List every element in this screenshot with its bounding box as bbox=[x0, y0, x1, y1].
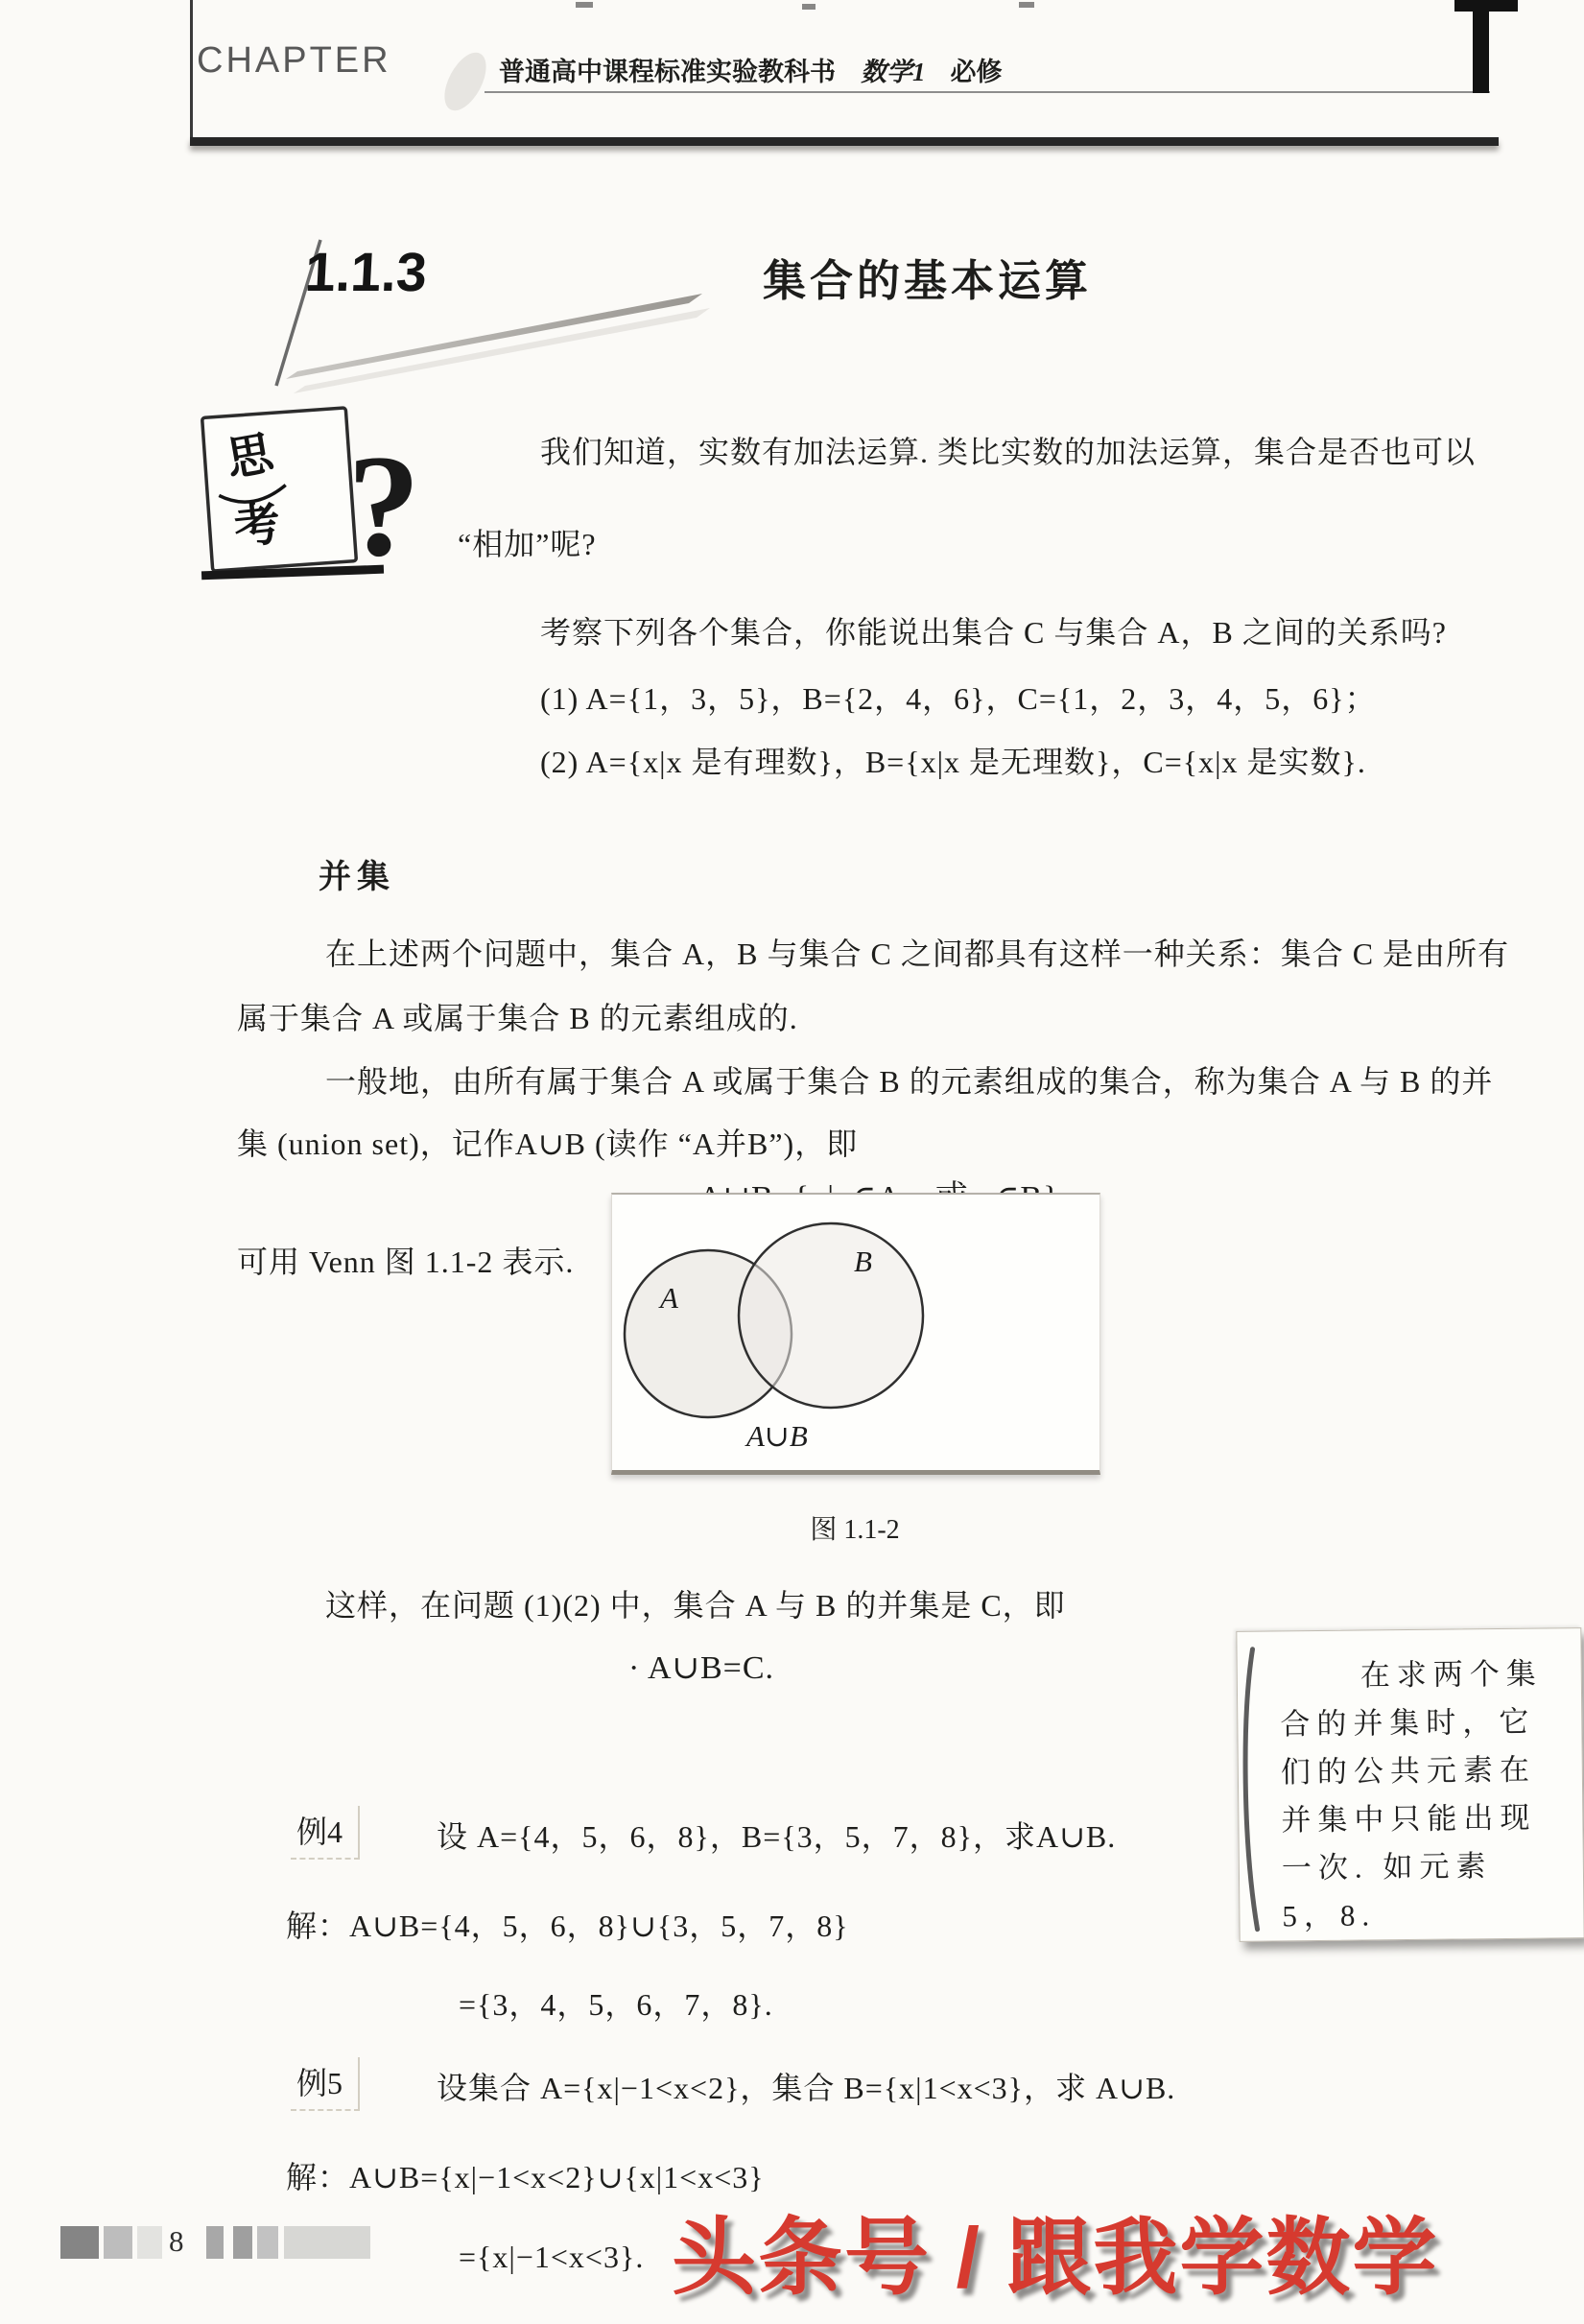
emblem-streak-shadow bbox=[294, 308, 710, 393]
problem-item-1: (1) A={1，3，5}，B={2，4，6}，C={1，2，3，4，5，6}； bbox=[540, 681, 1377, 716]
footer-mark bbox=[257, 2226, 278, 2259]
watermark-text: 头条号 / 跟我学数学 bbox=[672, 2210, 1439, 2305]
venn-union-label: A∪B bbox=[746, 1419, 808, 1453]
corner-bar-icon bbox=[1473, 0, 1489, 93]
problem-item-2: (2) A={x|x 是有理数}，B={x|x 是无理数}，C={x|x 是实数}. bbox=[540, 745, 1366, 779]
scan-artifact bbox=[802, 4, 816, 10]
union-result-formula: · A∪B=C. bbox=[628, 1650, 775, 1686]
union-paragraph2-line1: 一般地，由所有属于集合 A 或属于集合 B 的元素组成的集合，称为集合 A 与 B 的并 bbox=[325, 1064, 1494, 1099]
venn-diagram bbox=[612, 1195, 1099, 1470]
example5-label: 例5 bbox=[291, 2057, 360, 2111]
think-paragraph-line2: “相加”呢? bbox=[458, 527, 597, 561]
union-paragraph2-line2: 集 (union set)，记作A∪B (读作 “A并B”)，即 bbox=[237, 1126, 859, 1161]
page-title: 集合的基本运算 bbox=[763, 257, 1093, 305]
think-char-si: 思 bbox=[223, 428, 277, 486]
margin-note-line: 一次. 如元素 bbox=[1281, 1849, 1493, 1885]
margin-note-text bbox=[1280, 1649, 1571, 1940]
header-left-rule bbox=[190, 0, 193, 144]
think-char-kao: 考 bbox=[231, 498, 283, 555]
think-icon bbox=[192, 401, 470, 593]
footer-mark bbox=[137, 2226, 162, 2259]
after-figure-text: 这样，在问题 (1)(2) 中，集合 A 与 B 的并集是 C，即 bbox=[325, 1588, 1066, 1623]
section-number: 1.1.3 bbox=[303, 242, 429, 303]
scan-smudge bbox=[436, 46, 494, 117]
book-title bbox=[499, 51, 1003, 88]
header-thick-rule bbox=[190, 137, 1499, 146]
footer-mark bbox=[60, 2226, 99, 2259]
example5-statement: 设集合 A={x|−1<x<2}，集合 B={x|1<x<3}，求 A∪B. bbox=[437, 2071, 1176, 2105]
venn-label-b: B bbox=[854, 1245, 872, 1278]
example5-solution-line2: ={x|−1<x<3}. bbox=[459, 2240, 645, 2274]
header-underline bbox=[485, 91, 1490, 93]
footer-mark bbox=[104, 2226, 132, 2259]
margin-note bbox=[1236, 1627, 1584, 1942]
union-paragraph1-line2: 属于集合 A 或属于集合 B 的元素组成的. bbox=[237, 1001, 798, 1035]
scan-artifact bbox=[576, 2, 593, 8]
margin-note-line: 并集中只能出现 bbox=[1281, 1800, 1537, 1838]
example4-label: 例4 bbox=[291, 1806, 360, 1860]
margin-note-line: 5，8. bbox=[1282, 1898, 1377, 1933]
example4-statement: 设 A={4，5，6，8}，B={3，5，7，8}，求A∪B. bbox=[437, 1819, 1117, 1854]
think-question: 考察下列各个集合，你能说出集合 C 与集合 A，B 之间的关系吗? bbox=[540, 615, 1448, 650]
example5-solution-line1: 解：A∪B={x|−1<x<2}∪{x|1<x<3} bbox=[286, 2160, 765, 2194]
subject-label: 数学1 bbox=[861, 58, 926, 86]
think-paragraph-line1: 我们知道，实数有加法运算. 类比实数的加法运算，集合是否也可以 bbox=[540, 435, 1477, 469]
example4-solution-line1: 解：A∪B={4，5，6，8}∪{3，5，7，8} bbox=[286, 1909, 849, 1943]
figure-caption: 图 1.1-2 bbox=[810, 1515, 900, 1545]
page-number: 8 bbox=[169, 2224, 184, 2258]
margin-note-line: 在求两个集 bbox=[1359, 1656, 1543, 1693]
footer-mark bbox=[206, 2226, 224, 2259]
venn-figure bbox=[611, 1193, 1100, 1475]
footer-mark bbox=[233, 2226, 252, 2259]
margin-note-ink-stroke bbox=[1237, 1642, 1274, 1939]
venn-circle-b bbox=[739, 1223, 923, 1408]
example4-solution-line2: ={3，4，5，6，7，8}. bbox=[459, 1987, 773, 2022]
margin-note-line: 合的并集时，它 bbox=[1280, 1704, 1536, 1742]
union-heading: 并集 bbox=[319, 860, 395, 895]
chapter-label: CHAPTER bbox=[197, 40, 391, 81]
venn-label-a: A bbox=[660, 1281, 678, 1315]
scan-artifact bbox=[1019, 2, 1034, 8]
union-paragraph1-line1: 在上述两个问题中，集合 A，B 与集合 C 之间都具有这样一种关系：集合 C 是由所有 bbox=[325, 937, 1510, 971]
footer-mark bbox=[284, 2226, 370, 2259]
textbook-series-label: 普通高中课程标准实验教科书 bbox=[499, 58, 836, 86]
edition-label: 必修 bbox=[950, 58, 1003, 86]
margin-note-line: 们的公共元素在 bbox=[1280, 1752, 1537, 1790]
venn-intro-text: 可用 Venn 图 1.1-2 表示. bbox=[237, 1245, 575, 1279]
emblem-streak bbox=[286, 294, 702, 379]
question-mark-icon: ? bbox=[347, 425, 420, 586]
